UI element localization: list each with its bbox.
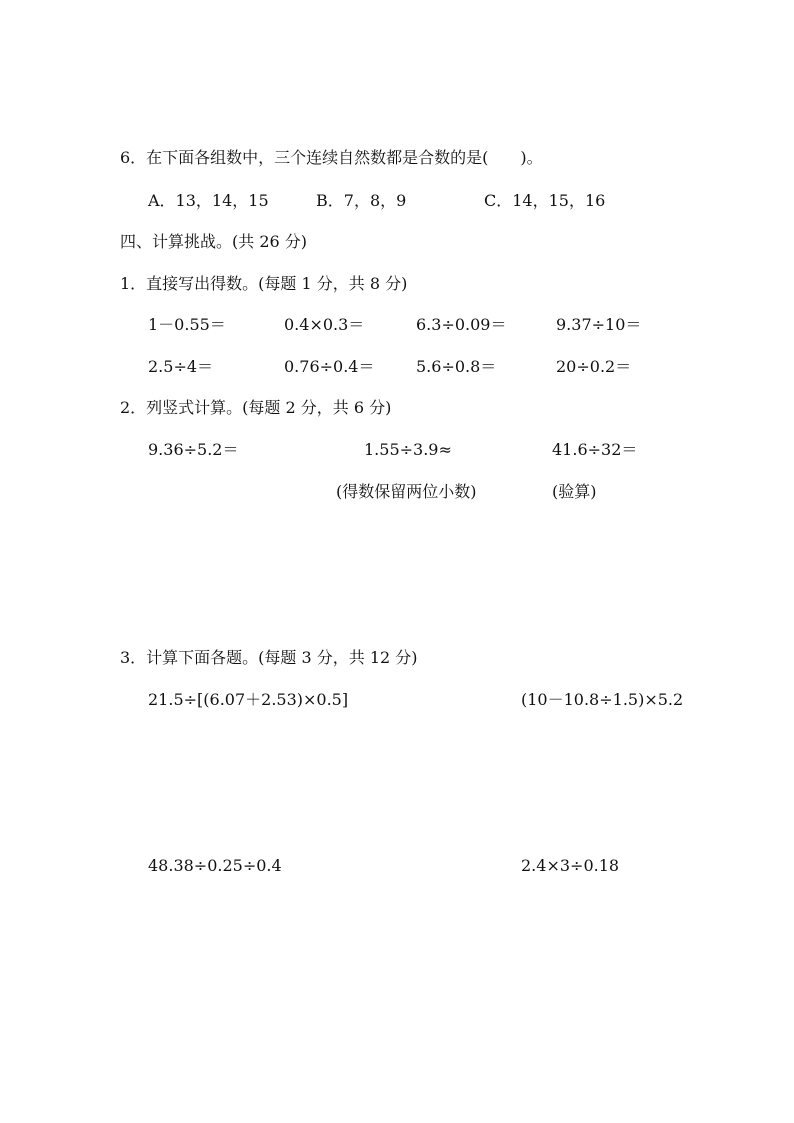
- part2-note-check: (验算): [552, 482, 597, 501]
- part2-note-round: (得数保留两位小数): [336, 482, 477, 501]
- part2-expr: 41.6÷32＝: [552, 440, 638, 459]
- part1-expr: 5.6÷0.8＝: [416, 357, 497, 376]
- part1-expr: 0.4×0.3＝: [284, 315, 365, 334]
- part1-expr: 0.76÷0.4＝: [284, 357, 375, 376]
- part2-title: 2．列竖式计算。(每题 2 分，共 6 分): [120, 398, 392, 417]
- section-heading: 四、计算挑战。(共 26 分): [120, 232, 308, 251]
- part2-expr: 1.55÷3.9≈: [364, 440, 452, 459]
- part1-expr: 6.3÷0.09＝: [416, 315, 507, 334]
- part3-expr: 2.4×3÷0.18: [521, 856, 620, 875]
- q6-option-b: B．7，8，9: [316, 191, 407, 210]
- part1-expr: 2.5÷4＝: [148, 357, 214, 376]
- part2-expr: 9.36÷5.2＝: [148, 440, 239, 459]
- q6-stem: 6．在下面各组数中，三个连续自然数都是合数的是( )。: [120, 148, 543, 167]
- part1-expr: 9.37÷10＝: [556, 315, 642, 334]
- part3-expr: (10－10.8÷1.5)×5.2: [521, 690, 684, 709]
- part3-title: 3．计算下面各题。(每题 3 分，共 12 分): [120, 648, 418, 667]
- part1-expr: 1－0.55＝: [148, 315, 226, 334]
- q6-option-a: A．13，14，15: [148, 191, 269, 210]
- part1-title: 1．直接写出得数。(每题 1 分，共 8 分): [120, 274, 408, 293]
- part3-expr: 48.38÷0.25÷0.4: [148, 856, 282, 875]
- part3-expr: 21.5÷[(6.07＋2.53)×0.5]: [148, 690, 349, 709]
- part1-expr: 20÷0.2＝: [556, 357, 632, 376]
- q6-option-c: C．14，15，16: [484, 191, 606, 210]
